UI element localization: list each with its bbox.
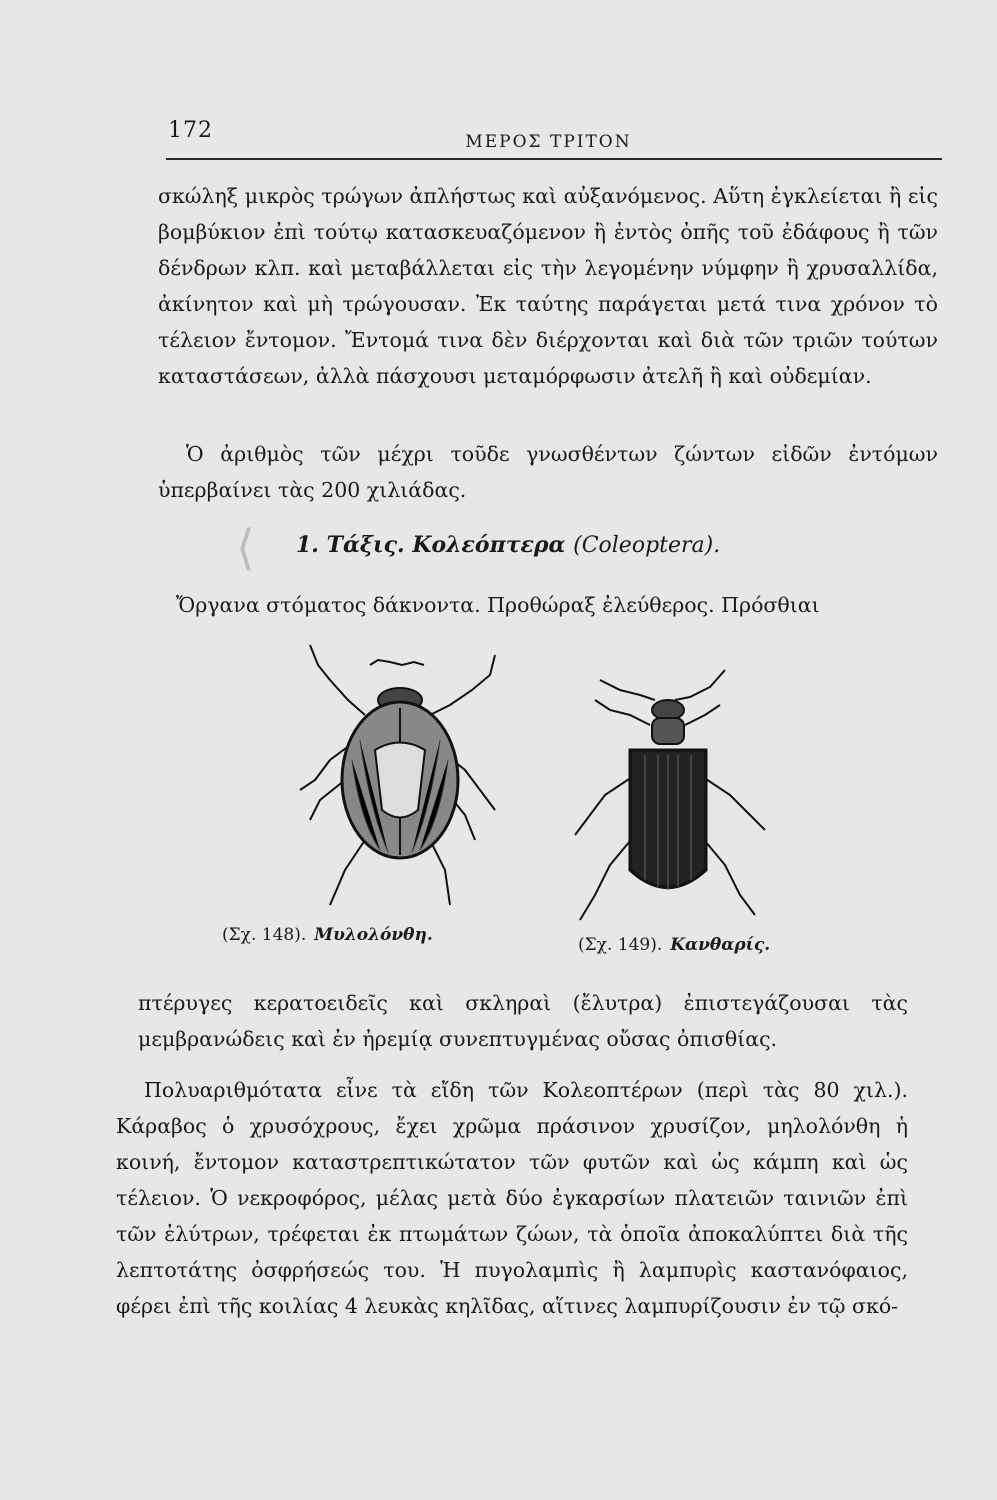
section-heading [296, 532, 720, 558]
figure-149-caption [578, 935, 770, 955]
cockchafer-beetle-icon [290, 640, 510, 920]
section-heading-greek: 1. Τάξις. Κολεόπτερα [296, 532, 566, 558]
paragraph-species-examples-text: Πολυαριθμότατα εἶνε τὰ εἴδη τῶν Κολεοπτέρων (περὶ τὰς 80 χιλ.). Κάραβος ὁ χρυσόχρους, ἔχει χρῶμα πράσινον χρυσίζον, μηλολόνθη ἡ κοινή, ἔντομον καταστρεπτικώτατον τῶν φυτῶν καὶ ὡς κάμπη καὶ ὡς τέλειον. Ὁ νεκροφόρος, μέλας μετὰ δύο ἐγκαρσίων πλατειῶν ταινιῶν ἐπὶ τῶν ἐλύτρων, τρέφεται ἐκ πτωμάτων ζώων, τὰ ὁποῖα ἀποκαλύπτει διὰ τῆς λεπτοτάτης ὀσφρήσεώς του. Ἡ πυγολαμπὶς ἢ λαμπυρὶς καστανόφαιος, φέρει ἐπὶ τῆς κοιλίας 4 λευκὰς κηλῖδας, αἵτινες λαμπυρίζουσιν ἐν τῷ σκό- [116, 1078, 908, 1318]
pencil-mark-icon: ⟨ [236, 520, 255, 576]
paragraph-metamorphosis: σκώληξ μικρὸς τρώγων ἀπλήστως καὶ αὐξανόμενος. Αὕτη ἐγκλείεται ἢ εἰς βομβύκιον ἐπὶ τούτῳ κατασκευαζόμενον ἢ ἐντὸς ὀπῆς τοῦ ἐδάφους ἢ τῶν δένδρων κλπ. καὶ μεταβάλλεται εἰς τὴν λεγομένην νύμφην ἢ χρυσαλλίδα, ἀκίνητον καὶ μὴ τρώγουσαν. Ἐκ ταύτης παράγεται μετά τινα χρόνον τὸ τέλειον ἔντομον. Ἔντομά τινα δὲν διέρχονται καὶ διὰ τῶν τριῶν τούτων καταστάσεων, ἀλλὰ πάσχουσι μεταμόρφωσιν ἀτελῆ ἢ καὶ οὐδεμίαν. [158, 184, 938, 388]
figure-148-name: Μυλολόνθη. [314, 925, 433, 945]
running-title: ΜΕΡΟΣ ΤΡΙΤΟΝ [465, 132, 632, 152]
figure-149-name: Κανθαρίς. [670, 935, 771, 955]
header-rule [166, 158, 942, 160]
blister-beetle-icon [560, 655, 780, 930]
paragraph-species-examples [116, 1072, 908, 1324]
section-heading-latin: (Coleoptera). [573, 533, 721, 558]
paragraph-wings: πτέρυγες κερατοειδεῖς καὶ σκληραὶ (ἔλυτρα) ἐπιστεγάζουσαι τὰς μεμβρανώδεις καὶ ἐν ἠρεμίᾳ συνεπτυγμένας οὔσας ὀπισθίας. [138, 991, 908, 1051]
page-number: 172 [168, 118, 213, 143]
paragraph-coleoptera-intro: Ὄργανα στόματος δάκνοντα. Προθώραξ ἐλεύθερος. Πρόσθιαι [176, 593, 820, 617]
figure-148-caption [222, 925, 433, 945]
figure-148-label: (Σχ. 148). [222, 925, 307, 945]
figure-149-label: (Σχ. 149). [578, 935, 663, 955]
paragraph-species-count-text: Ὁ ἀριθμὸς τῶν μέχρι τοῦδε γνωσθέντων ζώντων εἰδῶν ἐντόμων ὑπερβαίνει τὰς 200 χιλιάδας. [158, 442, 938, 502]
paragraph-species-count [158, 436, 938, 508]
